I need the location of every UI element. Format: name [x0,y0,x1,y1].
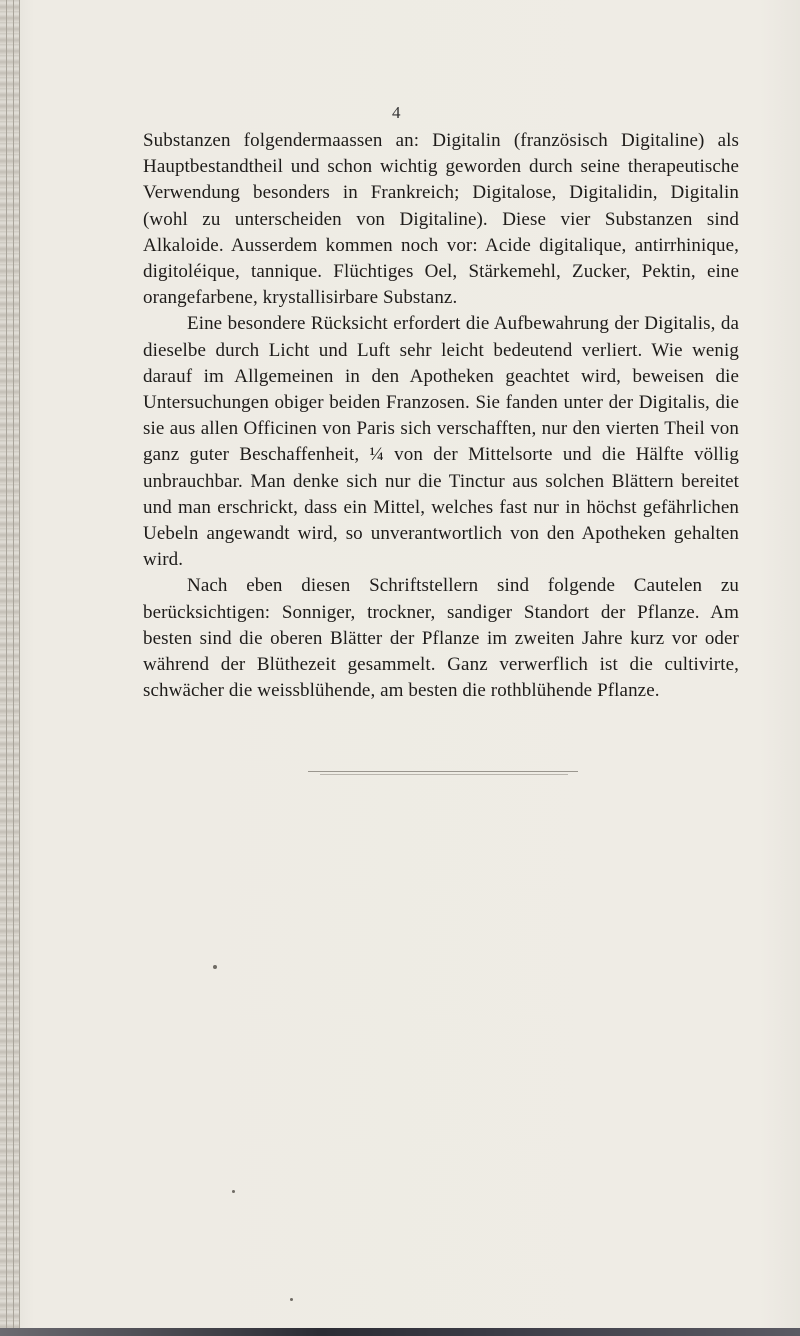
paper-speck [232,1190,235,1193]
paragraph-3: Nach eben diesen Schriftstellern sind folgende Cautelen zu berücksichtigen: Sonniger, trockner, sandiger Standort der Pflanze. Am besten sind die oberen Blätter der Pflanze im zweiten Jahre kurz vor oder während der Blüthezeit gesammelt. Ganz verwerflich ist die cultivirte, schwächer die weissblühende, am besten die rothblühende Pflanze. [143,575,739,702]
binding-line [6,0,7,1336]
page-bottom-edge [0,1328,800,1336]
book-binding-edge [0,0,20,1336]
section-divider-thin [320,774,568,775]
paragraph-2: Eine besondere Rücksicht erfordert die Aufbewahrung der Digitalis, da dieselbe durch Licht und Luft sehr leicht bedeutend verliert. Wie wenig darauf im Allgemeinen in den Apotheken geachtet wird, beweisen die Untersuchungen obiger beiden Franzosen. Sie fanden unter der Digitalis, die sie aus allen Officinen von Paris sich verschafften, nur den vierten Theil von ganz guter Beschaffenheit, ¼ von der Mittelsorte und die Hälfte völlig unbrauchbar. Man denke sich nur die Tinctur aus solchen Blättern bereitet und man erschrickt, dass ein Mittel, welches fast nur in höchst gefährlichen Uebeln angewandt wird, so unverantwortlich von den Apotheken gehalten wird. [143,313,739,571]
binding-line [19,0,20,1336]
paper-speck [213,965,217,969]
section-divider [308,771,578,772]
paragraph-1: Substanzen folgendermaassen an: Digitalin (französisch Digitaline) als Hauptbestandtheil und schon wichtig geworden durch seine therapeutische Verwendung besonders in Frankreich; Digitalose, Digitalidin, Digitalin (wohl zu unterscheiden von Digitaline). Diese vier Substanzen sind Alkaloide. Ausserdem kommen noch vor: Acide digitalique, antirrhinique, digitoléique, tannique. Flüchtiges Oel, Stärkemehl, Zucker, Pektin, eine orangefarbene, krystallisirbare Substanz. [143,130,739,309]
binding-line [13,0,14,1336]
body-text [143,128,739,704]
paper-speck [290,1298,293,1301]
page-number: 4 [392,103,401,122]
